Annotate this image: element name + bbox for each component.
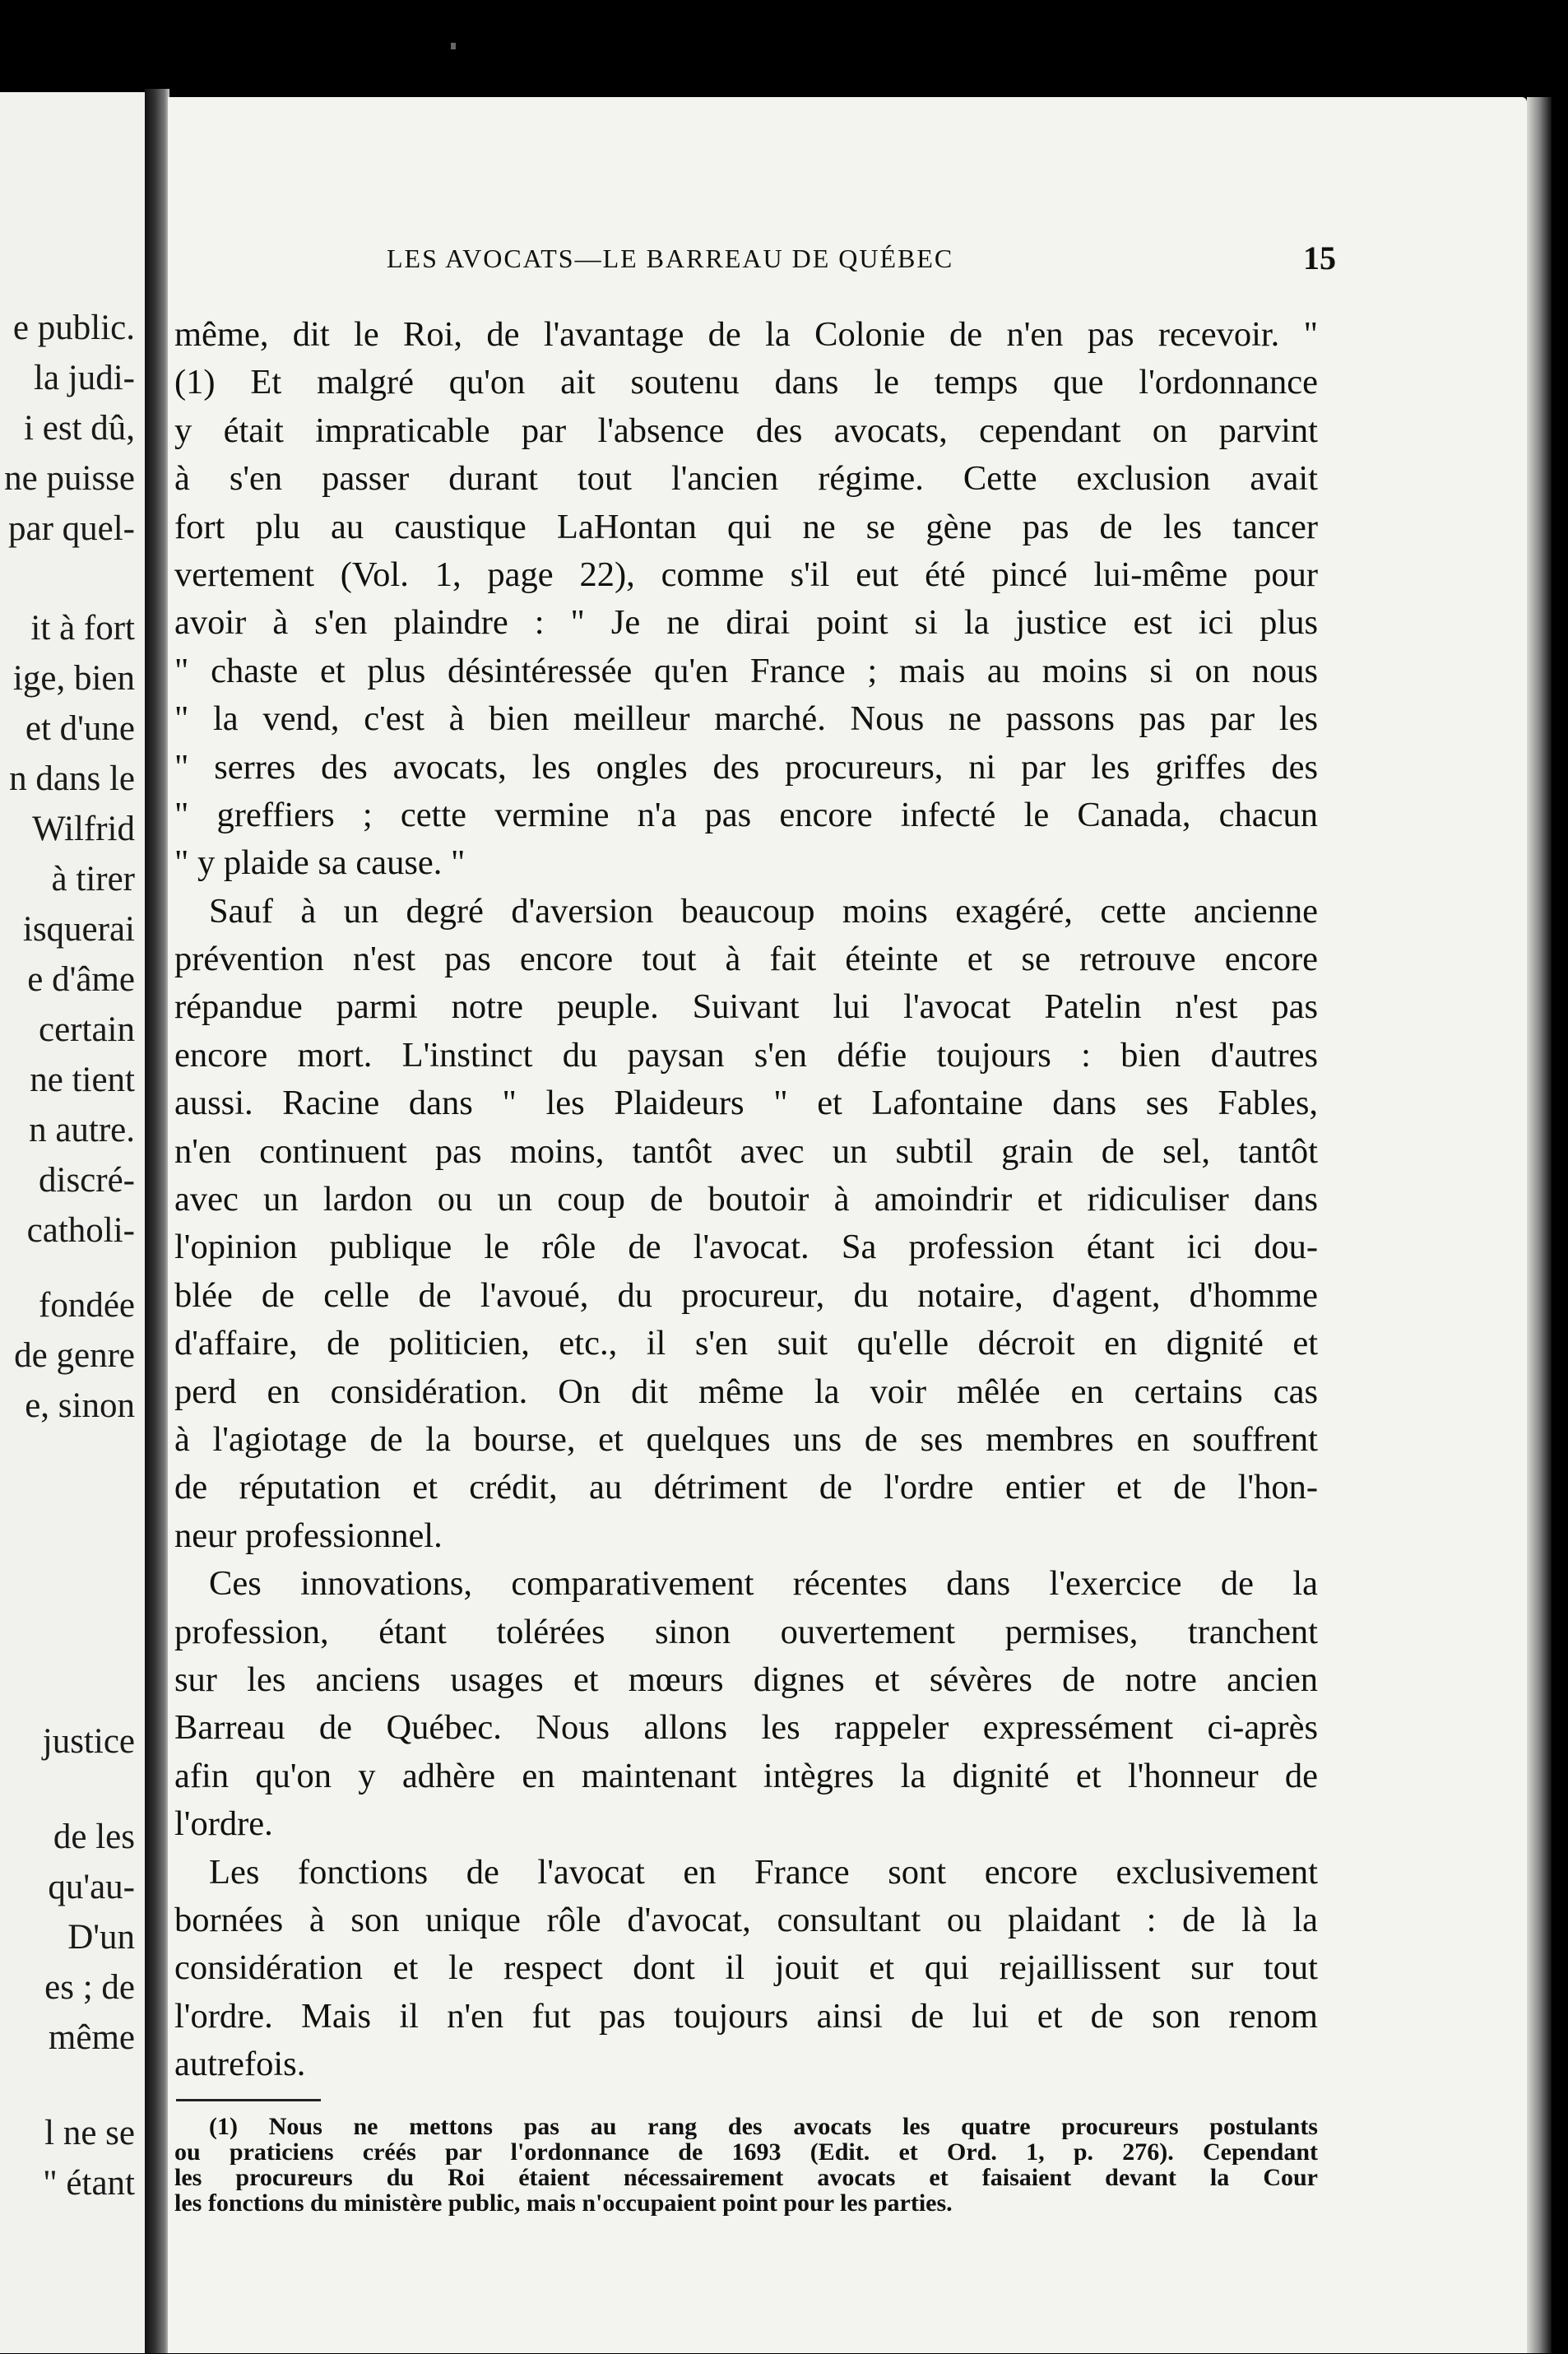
text-line: de réputation et crédit, au détriment de l'ordre entier et de l'hon- xyxy=(174,1468,1318,1507)
footnote-rule xyxy=(176,2099,321,2101)
paragraph-start-line: Les fonctions de l'avocat en France sont encore exclusivement xyxy=(209,1852,1318,1892)
text-line: " y plaide sa cause. " xyxy=(174,843,466,883)
footnote-line: les procureurs du Roi étaient nécessairement avocats et faisaient devant la Cour xyxy=(174,2165,1318,2190)
left-page-line: e public. xyxy=(12,309,135,347)
text-line: profession, étant tolérées sinon ouvertement permises, tranchent xyxy=(174,1612,1318,1651)
text-line: n'en continuent pas moins, tantôt avec un subtil grain de sel, tantôt xyxy=(174,1131,1318,1171)
left-page-line: la judi- xyxy=(34,359,135,397)
text-line: considération et le respect dont il jouit et qui rejaillissent sur tout xyxy=(174,1948,1318,1988)
left-page-line: n dans le xyxy=(9,759,135,798)
left-page-line: fondée xyxy=(39,1286,135,1325)
footnote-line: les fonctions du ministère public, mais n'occupaient point pour les parties. xyxy=(174,2190,953,2216)
left-page-line: de genre xyxy=(14,1336,135,1375)
text-line: afin qu'on y adhère en maintenant intègres la dignité et l'honneur de xyxy=(174,1756,1318,1795)
footnote xyxy=(174,2114,1318,2216)
left-page-line: es ; de xyxy=(44,1968,135,2007)
text-line: " greffiers ; cette vermine n'a pas encore infecté le Canada, chacun xyxy=(174,795,1318,834)
text-line: (1) Et malgré qu'on ait soutenu dans le temps que l'ordonnance xyxy=(174,363,1318,402)
running-head: LES AVOCATS—LE BARREAU DE QUÉBEC xyxy=(387,244,954,273)
left-page-line: isquerai xyxy=(22,910,135,949)
text-line: " la vend, c'est à bien meilleur marché. Nous ne passons pas par les xyxy=(174,699,1318,739)
paragraph-start-line: Sauf à un degré d'aversion beaucoup moins exagéré, cette ancienne xyxy=(209,891,1318,931)
left-page-line: et d'une xyxy=(25,709,135,748)
page-number: 15 xyxy=(1303,239,1336,276)
text-line: " chaste et plus désintéressée qu'en France ; mais au moins si on nous xyxy=(174,651,1318,690)
left-page-line: n autre. xyxy=(29,1111,135,1149)
text-line: avec un lardon ou un coup de boutoir à amoindrir et ridiculiser dans xyxy=(174,1180,1318,1219)
text-line: même, dit le Roi, de l'avantage de la Colonie de n'en pas recevoir. " xyxy=(174,315,1318,354)
text-line: aussi. Racine dans " les Plaideurs " et Lafontaine dans ses Fables, xyxy=(174,1084,1318,1123)
text-line: prévention n'est pas encore tout à fait éteinte et se retrouve encore xyxy=(174,940,1318,979)
left-page-line: ne tient xyxy=(30,1061,135,1099)
left-page-line: it à fort xyxy=(30,609,135,648)
text-line: bornées à son unique rôle d'avocat, consultant ou plaidant : de là la xyxy=(174,1900,1318,1939)
text-line: l'opinion publique le rôle de l'avocat. Sa profession étant ici dou- xyxy=(174,1228,1318,1267)
scan-speck xyxy=(451,43,456,49)
left-page-line: D'un xyxy=(67,1918,135,1957)
text-line: Barreau de Québec. Nous allons les rappeler expressément ci-après xyxy=(174,1708,1318,1748)
paragraph-start-line: Ces innovations, comparativement récentes dans l'exercice de la xyxy=(209,1564,1318,1604)
footnote-line: (1) Nous ne mettons pas au rang des avocats les quatre procureurs postulants xyxy=(209,2114,1318,2139)
text-line: répandue parmi notre peuple. Suivant lui l'avocat Patelin n'est pas xyxy=(174,987,1318,1027)
text-line: avoir à s'en plaindre : " Je ne dirai point si la justice est ici plus xyxy=(174,603,1318,643)
left-page-line: même xyxy=(48,2018,135,2057)
text-line: d'affaire, de politicien, etc., il s'en suit qu'elle décroit en dignité et xyxy=(174,1324,1318,1363)
text-line: " serres des avocats, les ongles des procureurs, ni par les griffes des xyxy=(174,747,1318,787)
left-page-line: catholi- xyxy=(26,1211,135,1250)
page-edge-shadow xyxy=(1527,97,1552,2353)
left-page-line: e, sinon xyxy=(25,1386,135,1425)
left-page-line: " étant xyxy=(43,2164,135,2203)
page-header xyxy=(222,239,1336,288)
left-page-line: i est dû, xyxy=(24,409,135,448)
left-page-line: certain xyxy=(39,1010,135,1049)
text-line: fort plu au caustique LaHontan qui ne se gène pas de les tancer xyxy=(174,507,1318,546)
previous-page-sliver xyxy=(0,92,145,2353)
left-page-line: e d'âme xyxy=(27,960,135,999)
body-text xyxy=(174,311,1318,2088)
left-page-line: discré- xyxy=(39,1161,135,1200)
text-line: l'ordre. xyxy=(174,1804,273,1844)
left-page-line: justice xyxy=(42,1722,135,1761)
text-line: autrefois. xyxy=(174,2045,306,2084)
footnote-line: ou praticiens créés par l'ordonnance de 1693 (Edit. et Ord. 1, p. 276). Cependant xyxy=(174,2139,1318,2165)
text-line: à l'agiotage de la bourse, et quelques uns de ses membres en souffrent xyxy=(174,1419,1318,1459)
left-page-line: par quel- xyxy=(7,509,135,548)
book-gutter xyxy=(145,89,169,2353)
text-line: l'ordre. Mais il n'en fut pas toujours ainsi de lui et de son renom xyxy=(174,1996,1318,2036)
text-line: sur les anciens usages et mœurs dignes et sévères de notre ancien xyxy=(174,1660,1318,1699)
text-line: à s'en passer durant tout l'ancien régime. Cette exclusion avait xyxy=(174,459,1318,499)
text-line: y était impraticable par l'absence des avocats, cependant on parvint xyxy=(174,411,1318,450)
left-page-line: ige, bien xyxy=(12,659,135,698)
text-line: perd en considération. On dit même la voir mêlée en certains cas xyxy=(174,1372,1318,1411)
text-line: vertement (Vol. 1, page 22), comme s'il eut été pincé lui-même pour xyxy=(174,555,1318,594)
text-line: encore mort. L'instinct du paysan s'en défie toujours : bien d'autres xyxy=(174,1035,1318,1075)
left-page-line: Wilfrid xyxy=(32,810,135,848)
left-page-line: qu'au- xyxy=(48,1868,135,1906)
text-line: blée de celle de l'avoué, du procureur, du notaire, d'agent, d'homme xyxy=(174,1275,1318,1315)
text-line: neur professionnel. xyxy=(174,1516,443,1555)
left-page-line: l ne se xyxy=(44,2114,135,2152)
left-page-line: à tirer xyxy=(51,860,135,898)
left-page-line: de les xyxy=(53,1818,135,1856)
left-page-line: ne puisse xyxy=(4,459,135,498)
